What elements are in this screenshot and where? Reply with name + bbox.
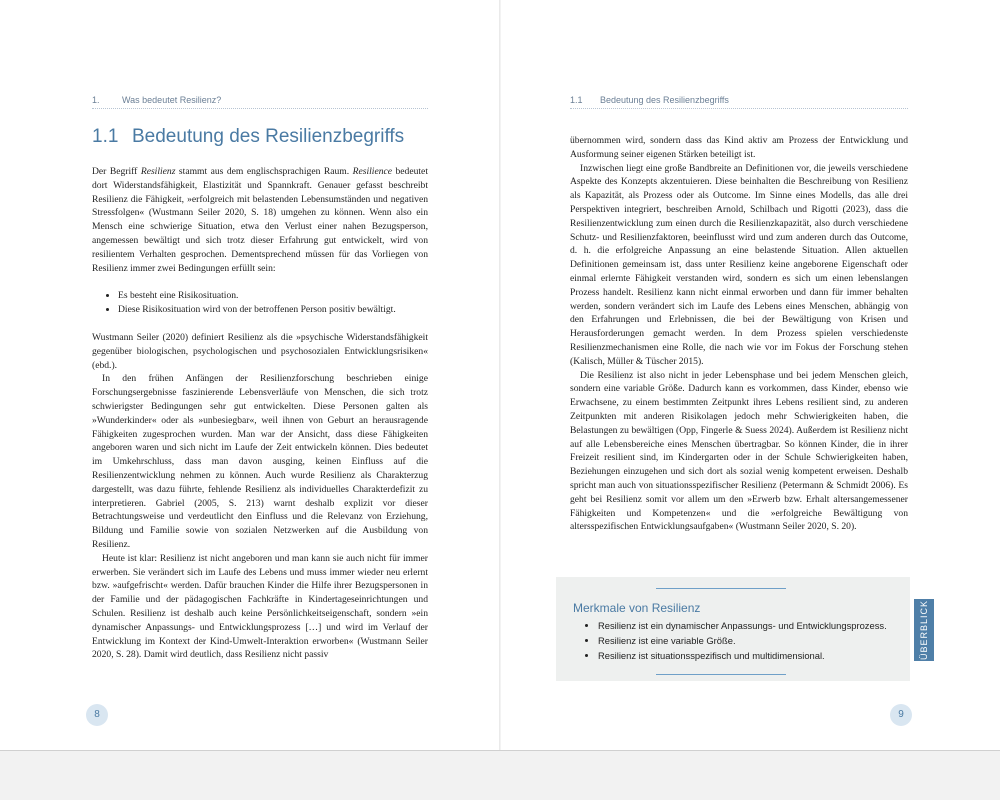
history-paragraph: In den frühen Anfängen der Resilienzforschung beschrieben einige Forschungsergebnisse faszinierende Lebensverläufe von Menschen, die sich trotz schwierigster Bedingungen sehr gut entwickelten. Diese Personen galten als »Wunderkinder« oder als »unbesiegbar«, weil ihnen von Geburt an herausragende Fähigkeiten zugesprochen wurden. Man war der Ansicht, dass diese Fähigkeiten angeboren waren und sich nicht im Laufe der Zeit entwickeln können. Dies bedeutet im Umkehrschluss, dass man davon ausging, keinen Einfluss auf die Resilienzentwicklung nehmen zu können. Auch wurde Resilienz als Charakterzug dargestellt, was dazu führte, fehlende Resilienz als individuelles Charakterdefizit zu interpretieren. Gabriel (2005, S. 213) warnt deshalb explizit vor dieser Betrachtungsweise und verdeutlicht den Einfluss und die Relevanz von Erziehung, Bildung und Familie sowie von sozialen Netzwerken auf die Ausbildung von Resilienz. bbox=[92, 373, 428, 550]
list-item: • Diese Risikosituation wird von der betroffenen Person positiv bewältigt. bbox=[118, 303, 428, 317]
overview-tab bbox=[914, 599, 934, 661]
continuation-paragraph: übernommen wird, sondern dass das Kind aktiv am Prozess der Entwicklung und Ausformung seiner eigenen Stärken beteiligt ist. bbox=[570, 135, 908, 160]
chapter-number: 1.1 bbox=[92, 126, 119, 147]
right-page-body bbox=[570, 134, 908, 534]
left-page-body bbox=[92, 165, 428, 662]
right-header-number: 1.1 bbox=[570, 95, 583, 105]
list-item: • Resilienz ist ein dynamischer Anpassungs- und Entwicklungsprozess. bbox=[598, 618, 887, 633]
right-page-number: 9 bbox=[890, 704, 912, 726]
right-running-header bbox=[570, 92, 908, 109]
variability-paragraph: Die Resilienz ist also nicht in jeder Lebensphase und bei jedem Menschen gleich, sondern eine variable Größe. Dadurch kann es vorkommen, dass Kinder, ebenso wie Erwachsene, zu einem bestimmten Zeitpunkt ihres Lebens resilient sind, zu anderen Zeitpunkten mit anderen Risikolagen jedoch mehr Schwierigkeiten haben, die Belastungen zu bewältigen (Opp, Fingerle & Suess 2024). Außerdem ist Resilienz nicht auf alle Lebensbereiche eines Menschen übertragbar. So können Kinder, die in ihrer Freizeit resilient sind, im Kindergarten oder in der Schule Schwierigkeiten haben, Beziehungen einzugehen und sich dort als sozial wenig kompetent erweisen. Deshalb spricht man auch von situationsspezifischer Resilienz (Petermann & Schmidt 2006). Es geht bei Resilienz somit vor allem um den »Erwerb bzw. Erhalt altersangemessener Fähigkeiten und Kompetenzen« und die »erfolgreiche Bewältigung von altersspezifischen Entwicklungsaufgaben« (Wustmann Seiler 2020, S. 20). bbox=[570, 369, 908, 533]
today-paragraph: Heute ist klar: Resilienz ist nicht angeboren und man kann sie auch nicht für immer erwerben. Sie verändert sich im Laufe des Lebens und muss immer wieder neu erlernt bzw. »aufgefrischt« werden. Dafür brauchen Kinder die Hilfe ihrer Bezugspersonen in der Familie und der pädagogischen Fachkräfte in Kindertageseinrichtungen und Schulen. Resilienz ist deshalb auch keine Persönlichkeitseigenschaft, sondern »ein dynamischer Anpassungs- und Entwicklungsprozess […] und wird im Verlauf der Entwicklung im Kontext der Kind-Umwelt-Interaktion erworben« (Wustmann Seiler 2020, S. 28). Damit wird deutlich, dass Resilienz nicht passiv bbox=[92, 552, 428, 661]
book-gutter bbox=[499, 0, 501, 750]
chapter-heading bbox=[92, 126, 404, 148]
intro-paragraph: Der Begriff Resilienz stammt aus dem englischsprachigen Raum. Resilience bedeutet dort Widerstandsfähigkeit, Elastizität und Spannkraft. Genauer gefasst beschreibt Resilienz die Fähigkeit, »erfolgreich mit belastenden Lebensumständen und negativen Stressfolgen« (Wustmann Seiler 2020, S. 18) umgehen zu können. Wenn also ein Mensch eine schwierige Situation, etwa den Verlust einer nahen Bezugsperson, angemessen bewältigt und sich trotz dieser Erfahrung gut entwickelt, wird von resilientem Verhalten gesprochen. Dementsprechend müssen für das Vorliegen von Resilienz immer zwei Bedingungen erfüllt sein: bbox=[92, 166, 428, 274]
box-top-rule bbox=[656, 588, 786, 589]
box-list bbox=[573, 618, 887, 663]
chapter-title: Bedeutung des Resilienzbegriffs bbox=[132, 126, 405, 147]
definitions-paragraph: Inzwischen liegt eine große Bandbreite an Definitionen vor, die jeweils verschiedene Aspekte des Konzepts akzentuieren. Diese beinhalten die Beschreibung von Resilienz als Kapazität, als Prozess oder als Outcome. Im Sinne eines Modells, das alle drei Perspektiven integriert, beschreiben Arnold, Schilbach und Rigotti (2023), dass die Resilienzentwicklung zum einen durch die Resilienzkapazität, also durch verschiedene Schutz- und Resilienzfaktoren, beeinflusst wird und zum anderen durch das Outcome, d. h. die erfolgreiche Anpassung an eine belastende Situation. Allen aktuellen Definitionen gemeinsam ist, dass unter Resilienz keine angeborene Eigenschaft oder einmal erlernte Fähigkeit verstanden wird, sondern es sich um einen lebenslangen Prozess handelt. Resilienz kann nicht einmal erworben und dann für immer behalten werden, sondern verändert sich im Laufe des Lebens eines Menschen, abhängig von den Erfahrungen und Erlebnissen, die bei der Bewältigung von Krisen und Herausforderungen gemacht werden. In dem Prozess spielen verschiedenste Resilienzmechanismen eine Rolle, die nach wie vor im Fokus der Forschung stehen (Kalisch, Müller & Tüscher 2015). bbox=[570, 162, 908, 367]
list-item: • Es besteht eine Risikosituation. bbox=[118, 289, 428, 303]
box-title: Merkmale von Resilienz bbox=[573, 601, 701, 615]
left-page-number: 8 bbox=[86, 704, 108, 726]
list-item: • Resilienz ist situationsspezifisch und multidimensional. bbox=[598, 648, 887, 663]
left-header-title: Was bedeutet Resilienz? bbox=[122, 95, 222, 105]
conditions-list bbox=[92, 289, 428, 317]
right-header-title: Bedeutung des Resilienzbegriffs bbox=[600, 95, 729, 105]
left-header-number: 1. bbox=[92, 95, 100, 105]
overview-box bbox=[556, 577, 910, 681]
list-item: • Resilienz ist eine variable Größe. bbox=[598, 633, 887, 648]
box-bottom-rule bbox=[656, 674, 786, 675]
definition-paragraph: Wustmann Seiler (2020) definiert Resilienz als die »psychische Widerstandsfähigkeit gegenüber biologischen, psychologischen und psychosozialen Entwicklungsrisiken« (ebd.). bbox=[92, 331, 428, 371]
tab-label: ÜBERBLICK bbox=[919, 599, 929, 661]
left-running-header bbox=[92, 92, 428, 109]
